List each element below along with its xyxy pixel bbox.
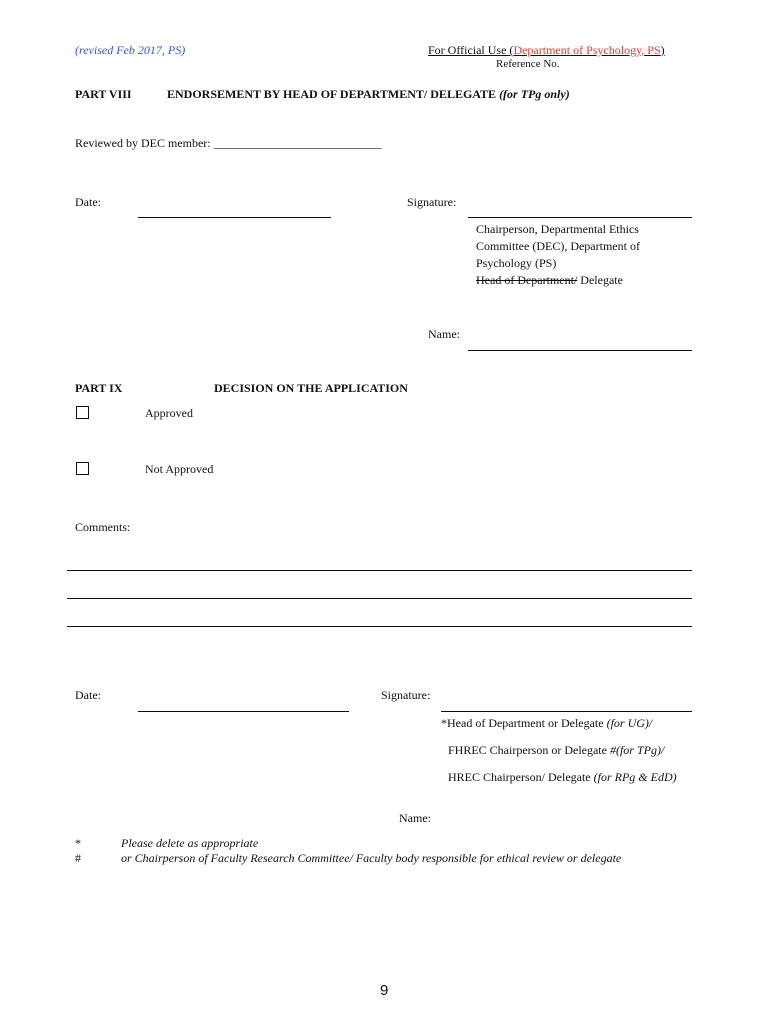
part8-label: PART VIII (75, 87, 132, 101)
footnote-text-2: or Chairperson of Faculty Research Committee/ Faculty body responsible for ethical review or delegate (121, 851, 622, 865)
reviewed-by-field[interactable]: Reviewed by DEC member: ____________________________ (75, 136, 382, 150)
sig-option-2 (448, 743, 664, 758)
approved-checkbox[interactable] (76, 406, 89, 419)
part9-name-label: Name: (399, 811, 431, 825)
part8-title-note: (for TPg only) (499, 87, 570, 101)
page-number: 9 (380, 982, 389, 999)
part9-title: DECISION ON THE APPLICATION (214, 381, 408, 395)
comments-line-1[interactable] (67, 570, 692, 571)
footnote-mark-2: # (75, 851, 81, 865)
not-approved-label: Not Approved (145, 462, 214, 476)
approved-label: Approved (145, 406, 193, 420)
official-use-suffix: ) (660, 43, 665, 57)
sig-option-2-note: #(for TPg)/ (609, 743, 665, 757)
part8-date-label: Date: (75, 195, 101, 209)
sig-option-3-text: HREC Chairperson/ Delegate (448, 770, 594, 784)
part9-signature-line[interactable] (441, 711, 692, 712)
part8-date-line[interactable] (138, 217, 331, 218)
official-use-label (428, 43, 665, 58)
signatory-line-3: Psychology (PS) (476, 256, 557, 270)
part8-name-line[interactable] (468, 350, 692, 351)
signatory-line-1: Chairperson, Departmental Ethics (476, 222, 639, 236)
signatory-line-2: Committee (DEC), Department of (476, 239, 640, 253)
signatory-after-text: Delegate (577, 273, 623, 287)
signatory-line-4 (476, 273, 623, 288)
footnote-mark-1: * (75, 836, 81, 850)
part8-title-text: ENDORSEMENT BY HEAD OF DEPARTMENT/ DELEGATE (167, 87, 497, 101)
footnote-text-1: Please delete as appropriate (121, 836, 259, 850)
comments-line-2[interactable] (67, 598, 692, 599)
sig-option-2-text: FHREC Chairperson or Delegate (448, 743, 610, 757)
revised-note: (revised Feb 2017, PS) (75, 43, 186, 57)
part8-name-label: Name: (428, 327, 460, 341)
official-use-prefix: For Official Use ( (428, 43, 514, 57)
official-use-dept: Department of Psychology, PS (513, 43, 661, 57)
part9-label: PART IX (75, 381, 123, 395)
part9-signature-label: Signature: (381, 688, 431, 702)
part8-signature-label: Signature: (407, 195, 457, 209)
part9-date-label: Date: (75, 688, 101, 702)
comments-line-3[interactable] (67, 626, 692, 627)
part8-signature-line[interactable] (468, 217, 692, 218)
signatory-struck-text: Head of Department/ (476, 273, 578, 287)
sig-option-3-note: (for RPg & EdD) (593, 770, 677, 784)
reference-no: Reference No. (496, 58, 560, 70)
comments-label: Comments: (75, 520, 131, 534)
sig-option-3 (448, 770, 677, 785)
sig-option-1-note: (for UG)/ (606, 716, 653, 730)
part8-title (167, 87, 570, 102)
part9-date-line[interactable] (138, 711, 349, 712)
sig-option-1-text: *Head of Department or Delegate (441, 716, 607, 730)
not-approved-checkbox[interactable] (76, 462, 89, 475)
sig-option-1 (441, 716, 652, 731)
